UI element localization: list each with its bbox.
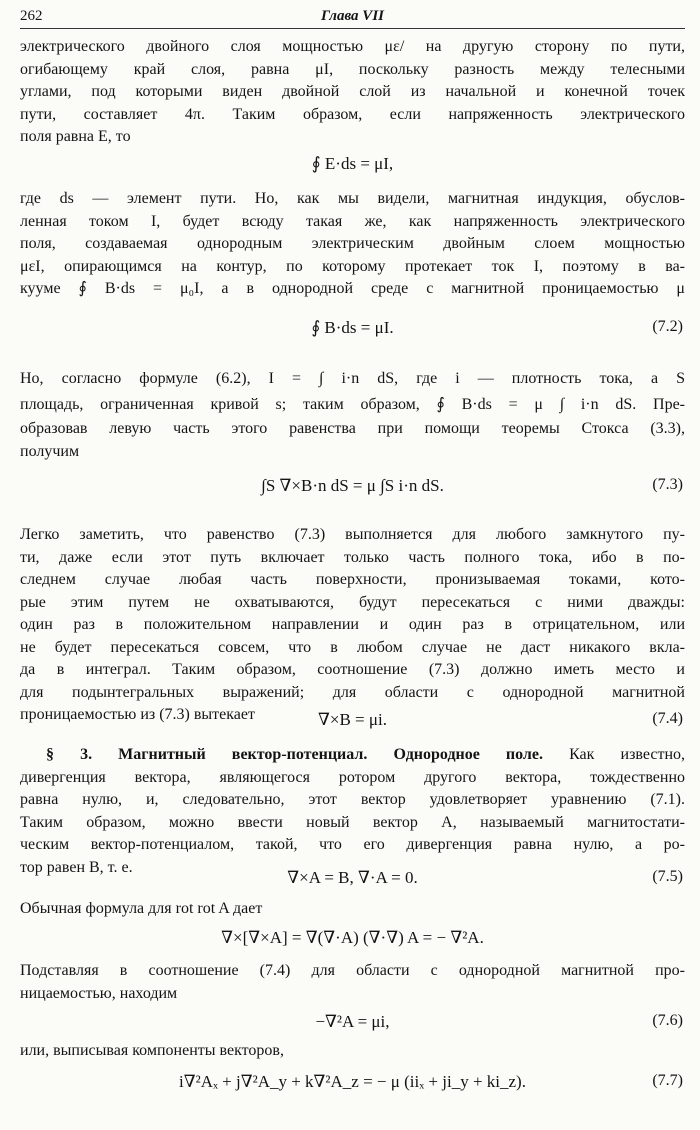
text-line: Легко заметить, что равенство (7.3) выполняется для любого замкнутого пу- <box>20 526 685 543</box>
text-line: поля, создаваемая однородным электрическим двойным слоем мощностью <box>20 235 685 252</box>
text-line: тор равен B, т. е. <box>20 858 133 876</box>
text-line: следнем случае любая часть поверхности, пронизываемая токами, кото- <box>20 571 685 588</box>
equation-formula: ∇×B = μi. <box>318 710 387 729</box>
equation-formula: i∇²Aₓ + j∇²A_y + k∇²A_z = − μ (iiₓ + ji_y + ki_z). <box>179 1072 526 1091</box>
text-line: дивергенция вектора, являющегося ротором другого вектора, тождественно <box>20 768 685 786</box>
page-number: 262 <box>20 8 43 24</box>
text-line: образовав левую часть этого равенства при помощи теоремы Стокса (3.3), <box>20 420 685 437</box>
equation-7-7 <box>20 1068 685 1098</box>
paragraph-8 <box>20 1040 685 1063</box>
text-line: Обычная формула для rot rot A дает <box>20 900 263 917</box>
chapter-title: Глава VII <box>321 8 384 24</box>
text-line: равна нулю, и, следовательно, этот вектор удовлетворяет уравнению (7.1). <box>20 791 685 808</box>
text-line: да в интеграл. Таким образом, соотношение (7.3) должно иметь место и <box>20 661 685 678</box>
equation-formula: ∮ E·ds = μI, <box>311 154 394 173</box>
text-line: рые этим путем не охватываются, будут пересекаться с ними дважды: <box>20 593 685 611</box>
text-line: пути, составляет 4π. Таким образом, если напряженность электрического <box>20 105 685 123</box>
equation-formula: −∇²A = μi, <box>315 1012 390 1031</box>
text-line: не будет пересекаться совсем, что в любом случае не даст никакого вкла- <box>20 638 685 656</box>
paragraph-3 <box>20 366 685 463</box>
equation-number: (7.6) <box>652 1012 683 1029</box>
paragraph-2 <box>20 188 685 301</box>
equation <box>20 150 685 180</box>
equation-formula: ∫S ∇×B·n dS = μ ∫S i·n dS. <box>261 476 444 495</box>
equation <box>20 924 685 954</box>
text-line: поля равна E, то <box>20 128 131 145</box>
equation-7-6 <box>20 1008 685 1038</box>
text-line: где ds — элемент пути. Но, как мы видели, магнитная индукция, обуслов- <box>20 190 685 207</box>
equation-7-2 <box>20 314 685 344</box>
text-line: проницаемостью из (7.3) вытекает <box>20 706 255 723</box>
text-line: Но, согласно формуле (6.2), I = ∫ i·n dS, где i — плотность тока, а S <box>20 370 685 387</box>
equation-number: (7.2) <box>652 318 683 335</box>
paragraph-6 <box>20 898 685 921</box>
text-line: площадь, ограниченная кривой s; таким образом, ∮ B·ds = μ ∫ i·n dS. Пре- <box>20 396 685 413</box>
equation-number: (7.7) <box>652 1072 683 1089</box>
paragraph-1 <box>20 36 685 149</box>
text-line: Таким образом, можно ввести новый вектор A, называемый магнитостати- <box>20 813 685 831</box>
text-line: получим <box>20 442 80 460</box>
equation-7-3 <box>20 472 685 502</box>
text-line: углами, под которыми виден двойной слой из начальной и конечной точек <box>20 83 685 100</box>
text-line: электрического двойного слоя мощностью με/ на другую сторону по пути, <box>20 38 685 55</box>
section-3 <box>20 744 685 879</box>
equation-formula: ∇×[∇×A] = ∇(∇·A) (∇·∇) A = − ∇²A. <box>221 928 484 947</box>
text-line: или, выписывая компоненты векторов, <box>20 1042 284 1059</box>
section-heading: § 3. Магнитный вектор-потенциал. Однородное поле. <box>46 746 544 763</box>
text-line: ницаемостью, находим <box>20 984 178 1002</box>
equation-formula: ∮ B·ds = μI. <box>311 318 394 337</box>
text-line: для подынтегральных выражений; для области с однородной магнитной <box>20 683 685 701</box>
text-line: μεI, опирающимся на контур, по которому протекает ток I, поэтому в ва- <box>20 257 685 275</box>
text-line: один раз в положительном направлении и один раз в отрицательном, или <box>20 616 685 633</box>
text-line: огибающему край слоя, равна μI, поскольку разность между телесными <box>20 60 685 78</box>
equation-7-4 <box>20 706 685 736</box>
equation-formula: ∇×A = B, ∇·A = 0. <box>287 868 418 887</box>
text-line: ти, даже если этот путь включает только часть полного тока, ибо в по- <box>20 548 685 566</box>
running-header <box>20 6 685 29</box>
paragraph-7 <box>20 960 685 1005</box>
paragraph-4 <box>20 524 685 727</box>
text-line: Подставляя в соотношение (7.4) для области с однородной магнитной про- <box>20 962 685 979</box>
equation-number: (7.3) <box>652 476 683 493</box>
equation-number: (7.5) <box>652 868 683 885</box>
text-line: Как известно, <box>569 746 686 763</box>
text-line: ческим вектор-потенциалом, такой, что его дивергенция равна нулю, а ро- <box>20 836 685 853</box>
section-first-line <box>20 744 685 767</box>
equation-number: (7.4) <box>652 710 683 727</box>
text-line: ленная током I, будет всюду такая же, как напряженность электрического <box>20 212 685 230</box>
text-line: кууме ∮ B·ds = μ₀I, а в однородной среде с магнитной проницаемостью μ <box>20 280 685 297</box>
equation-7-5 <box>20 864 685 894</box>
